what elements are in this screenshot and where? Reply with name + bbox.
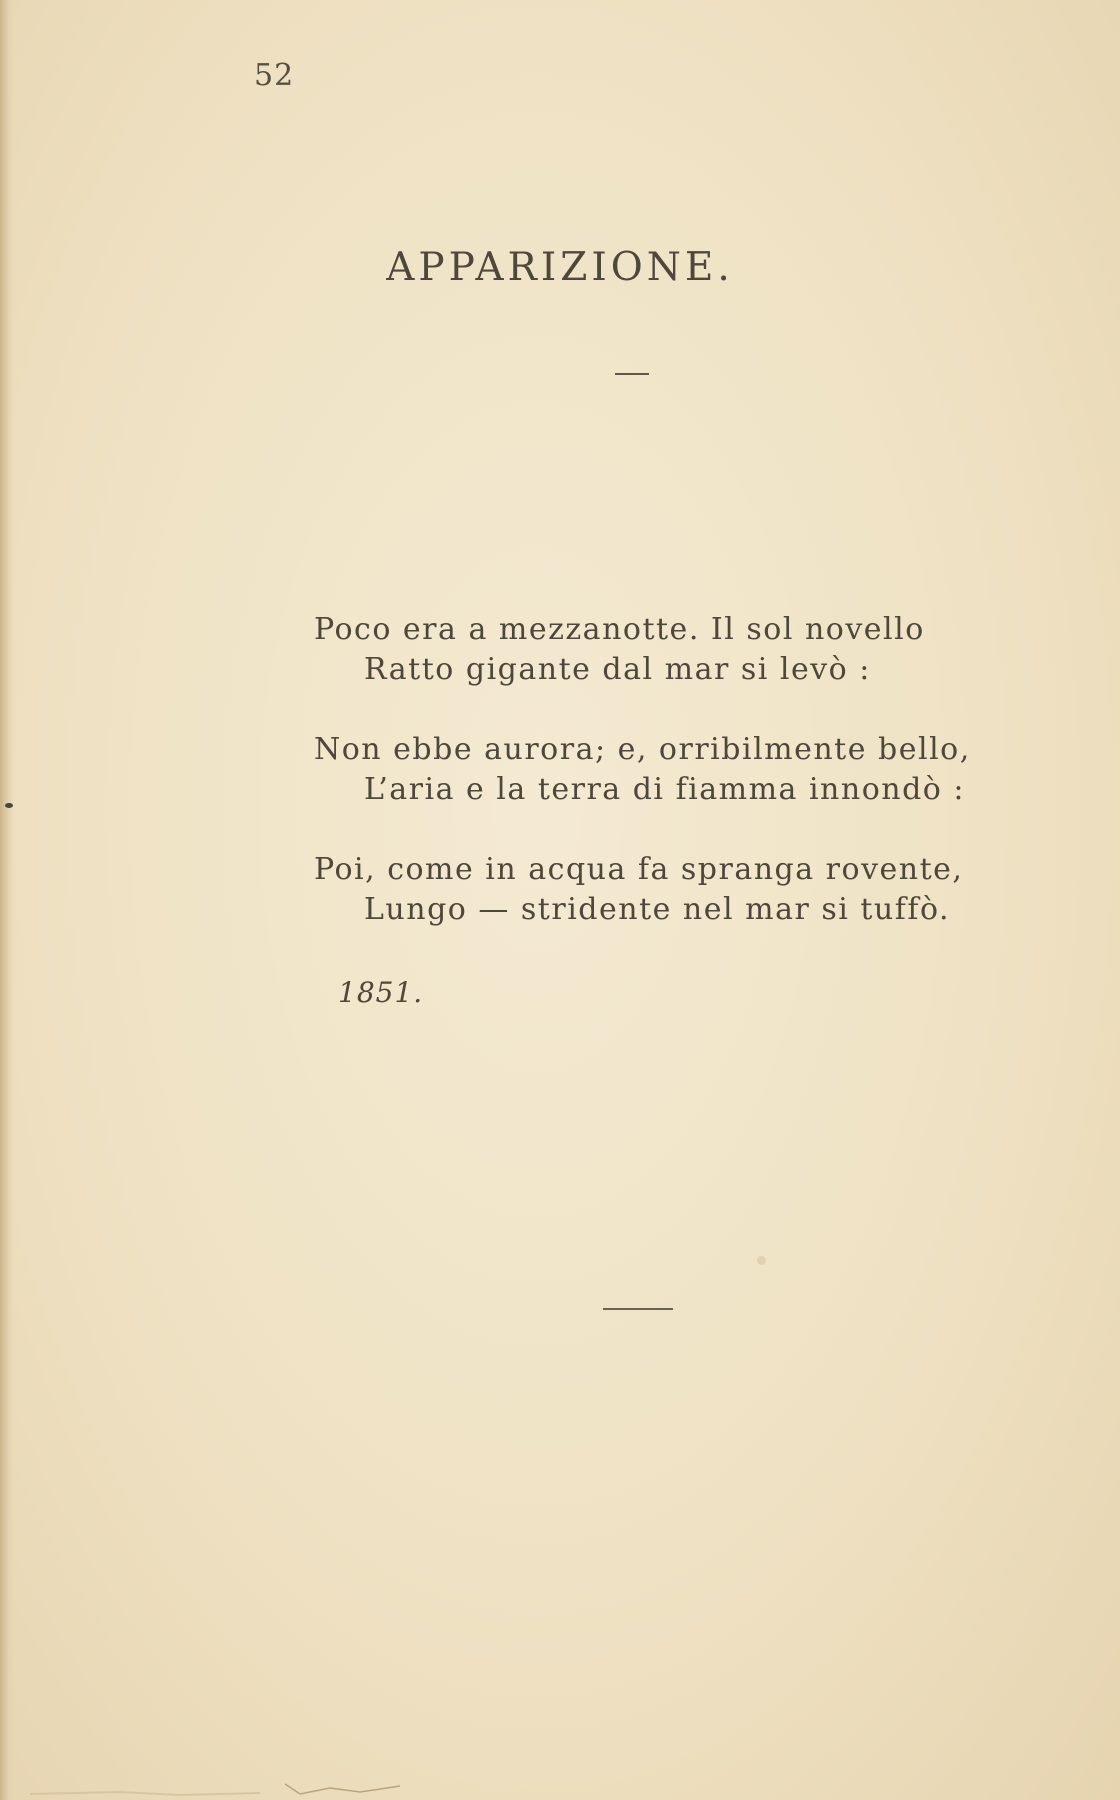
stanza [0,730,1120,810]
page-number: 52 [254,58,295,93]
stanza [0,610,1120,690]
verse-line: Ratto gigante dal mar si levò : [364,652,871,687]
paper-spot [757,1256,766,1265]
end-divider [603,1308,673,1310]
verse-line: Non ebbe aurora; e, orribilmente bello, [314,732,971,767]
verse-line: Poi, come in acqua fa spranga rovente, [314,852,964,887]
poem-body [0,610,1120,970]
verse-line: Poco era a mezzanotte. Il sol novello [314,612,925,647]
verse-line: L’aria e la terra di fiamma innondò : [364,772,965,807]
verse-line: Lungo — stridente nel mar si tuffò. [364,892,951,927]
ink-speck [5,803,13,808]
stanza [0,850,1120,930]
poem-date: 1851. [338,976,424,1009]
page-bottom-wear [0,1772,1120,1800]
poem-title: APPARIZIONE. [386,245,734,290]
title-divider [615,373,649,375]
